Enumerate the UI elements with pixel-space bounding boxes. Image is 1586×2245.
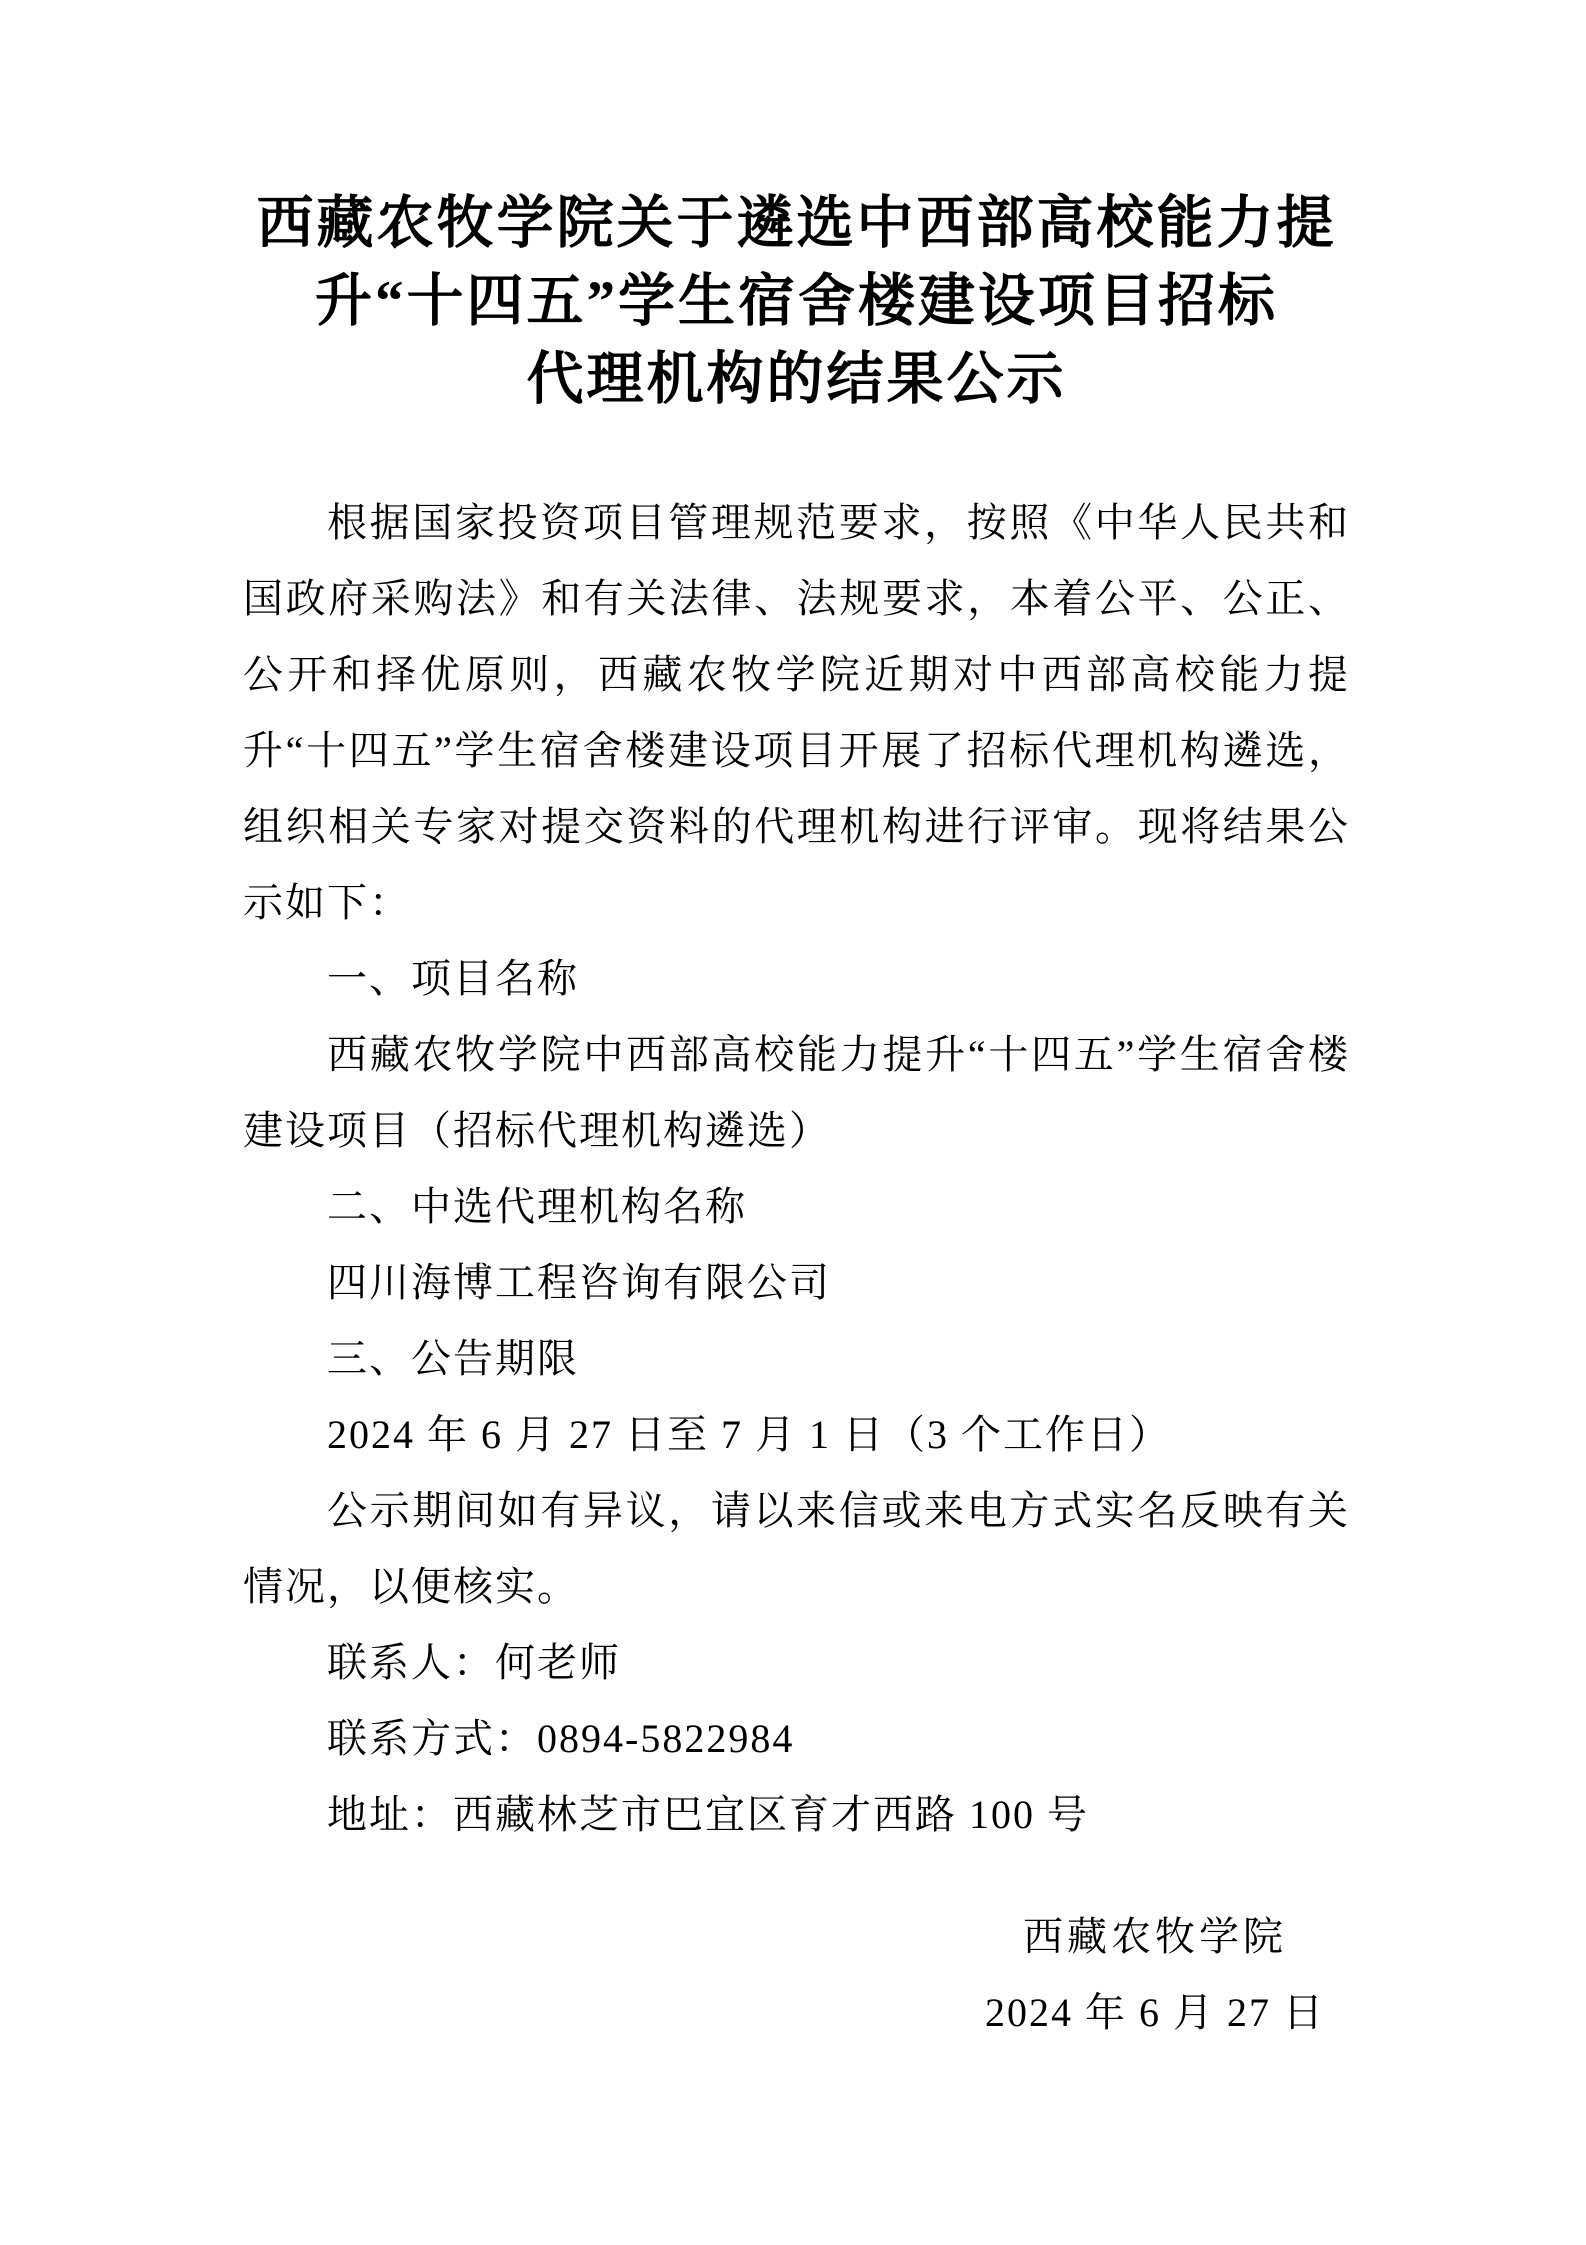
section-2-heading: 二、中选代理机构名称 xyxy=(327,1184,747,1229)
section-1-heading: 一、项目名称 xyxy=(327,956,579,1001)
selected-agency-paragraph: 四川海博工程咨询有限公司 xyxy=(327,1260,831,1305)
contact-person-paragraph: 联系人：何老师 xyxy=(327,1640,621,1685)
title-line-3: 代理机构的结果公示 xyxy=(526,348,1067,411)
signature-organization: 西藏农牧学院 xyxy=(1023,1914,1287,1959)
announcement-period-paragraph: 2024 年 6 月 27 日至 7 月 1 日（3 个工作日） xyxy=(327,1412,1171,1457)
intro-paragraph: 根据国家投资项目管理规范要求，按照《中华人民共和国政府采购法》和有关法律、法规要求，本着公平、公正、公开和择优原则，西藏农牧学院近期对中西部高校能力提升“十四五”学生宿舍楼建设项目开展了招标代理机构遴选，组织相关专家对提交资料的代理机构进行评审。现将结果公示如下： xyxy=(243,500,1350,925)
section-3-heading: 三、公告期限 xyxy=(327,1336,579,1381)
document-title xyxy=(243,185,1350,419)
contact-phone-paragraph: 联系方式：0894-5822984 xyxy=(327,1716,795,1761)
signature-date: 2024 年 6 月 27 日 xyxy=(985,1990,1325,2035)
signature-block xyxy=(985,1899,1325,2051)
document-body xyxy=(243,485,1350,1853)
objection-paragraph: 公示期间如有异议，请以来信或来电方式实名反映有关情况，以便核实。 xyxy=(243,1488,1350,1609)
project-name-paragraph: 西藏农牧学院中西部高校能力提升“十四五”学生宿舍楼建设项目（招标代理机构遴选） xyxy=(243,1032,1350,1153)
address-paragraph: 地址：西藏林芝市巴宜区育才西路 100 号 xyxy=(327,1792,1089,1837)
title-line-1: 西藏农牧学院关于遴选中西部高校能力提 xyxy=(256,192,1337,255)
page-content xyxy=(0,185,1586,2051)
title-line-2: 升“十四五”学生宿舍楼建设项目招标 xyxy=(315,270,1278,333)
